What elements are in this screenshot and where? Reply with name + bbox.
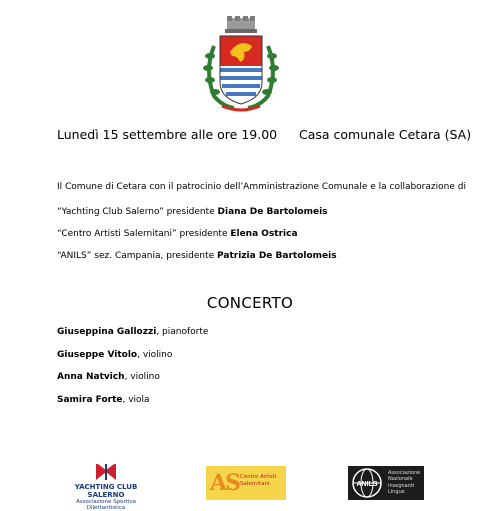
centro-artisti-text: Centro Artisti Salernitani (240, 474, 277, 487)
org-line-yacht-club (57, 207, 328, 217)
event-venue: Casa comunale Cetara (SA) (299, 127, 472, 142)
anils-logo (348, 466, 424, 500)
yacht-flag-icon (66, 462, 146, 482)
performer-row (57, 395, 150, 405)
performer-instrument: , viola (122, 395, 150, 405)
performer-name: Giuseppina Gallozzi (57, 327, 157, 337)
performer-instrument: , pianoforte (156, 327, 209, 337)
performer-name: Giuseppe Vitolo (57, 350, 138, 360)
concert-title: CONCERTO (206, 294, 294, 312)
performer-row (57, 350, 172, 360)
org-president: Diana De Bartolomeis (217, 207, 328, 217)
org-name: “Centro Artisti Salernitani” presidente (57, 229, 231, 239)
org-line-centro-artisti (57, 229, 298, 239)
org-president: Elena Ostrica (230, 229, 298, 239)
intro-line: Il Comune di Cetara con il patrocinio dell’Amministrazione Comunale e la collaborazione di (57, 182, 466, 192)
centro-artisti-logo (206, 466, 286, 500)
anils-text: Associazione Nazionale Insegnanti Lingue (388, 470, 421, 495)
event-date-time: Lunedì 15 settembre alle ore 19.00 (57, 127, 278, 142)
performer-name: Samira Forte (57, 395, 123, 405)
performer-instrument: , violino (124, 372, 160, 382)
org-name: “ANILS” sez. Campania, presidente (57, 251, 218, 261)
performer-row (57, 327, 208, 337)
coat-of-arms-icon (200, 16, 282, 116)
performer-name: Anna Natvich (57, 372, 125, 382)
performer-row (57, 372, 160, 382)
globe-icon (350, 466, 384, 500)
as-monogram-icon: AS (210, 470, 239, 496)
org-line-anils (57, 251, 337, 261)
yacht-club-sub: Associazione Sportiva Dilettantistica (75, 499, 137, 511)
yacht-club-logo (66, 462, 146, 511)
yacht-club-name: YACHTING CLUB SALERNO (74, 483, 138, 499)
performer-instrument: , violino (137, 350, 173, 360)
org-president: Patrizia De Bartolomeis (217, 251, 337, 261)
svg-text:ANILS: ANILS (356, 481, 378, 488)
org-name: “Yachting Club Salerno” presidente (57, 207, 218, 217)
